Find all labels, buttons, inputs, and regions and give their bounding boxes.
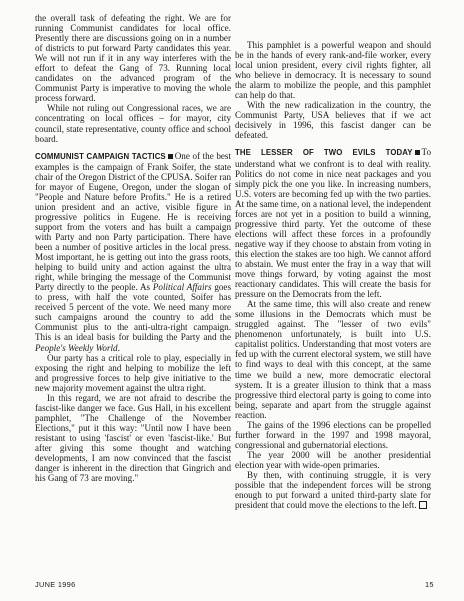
paragraph: THE LESSER OF TWO EVILS TODAY To understand what we confront is to deal with reality. Politics do not come in nice neat packages and you simply pick the one you like. In increasing numbers, U.S. voters are becoming fed up with the two parties. At the same time, on a national level, the independent forces are not yet in a position to build a winning, progressive third party. Yet the outcome of these elections will affect these forces in a profoundly negative way if they choose to abstain from voting in this election the stakes are too high. We cannot afford to abstain. We must enter the fray in a way that will move things forward, by voting against the most reactionary candidates. This will create the basis for pressure on the Democrats from the left.: [235, 147, 431, 300]
paragraph: In this regard, we are not afraid to describe the fascist-like danger we face. Gus Hall, in his excellent pamphlet, "The Challenge of the November Elections," put it this way: "Until now I have been resistant to using 'fascist' or even 'fascist-like.' But after giving this some thought and watching developments, I am now convinced that the fascist danger is inherent in the direction that Gingrich and his Gang of 73 are moving.": [35, 392, 231, 484]
left-column: [35, 13, 231, 483]
paragraph: The gains of the 1996 elections can be propelled further forward in the 1997 and 1998 mayoral, congressional and gubernatorial elections.: [235, 419, 431, 450]
paragraph: Our party has a critical role to play, especially in exposing the right and helping to mobilize the left and progressive forces to help give initiative to the new majority movement against the ultra right.: [35, 352, 231, 393]
bullet-square-icon: [415, 150, 420, 155]
page-number: 15: [425, 580, 434, 589]
section-heading: COMMUNIST CAMPAIGN TACTICS: [35, 151, 166, 161]
paragraph: the overall task of defeating the right. We are for running Communist candidates for local office. Presently there are discussions going on in a number of districts to put forward Party candidates this year. We will not run if it in any way interferes with the effort to defeat the Gang of 73. Running local candidates on the advanced program of the Communist Party is imperative to moving the whole process forward.: [35, 13, 231, 104]
paragraph: By then, with continuing struggle, it is very possible that the independent forces will be strong enough to put forward a united third-party slate for president that could move the elections to the left.: [235, 469, 431, 511]
paragraph: The year 2000 will be another presidential election year with wide-open primaries.: [235, 449, 431, 470]
paragraph: While not ruling out Congressional races, we are concentrating on local offices – for mayor, city council, state representative, county office and school board.: [35, 103, 231, 144]
paragraph: At the same time, this will also create and renew some illusions in the Democrats which must be struggled against. The "lesser of two evils" phenomenon unfortunately, is built into U.S. capitalist politics. Understanding that most voters are fed up with the current electoral system, we still have to find ways to deal with this concept, at the same time we build a new, more democratic electoral system. It is a greater illusion to think that a mass progressive third electoral party is going to come into being, separate and apart from the struggle against reaction.: [235, 299, 431, 420]
issue-date: JUNE 1996: [35, 580, 76, 589]
end-mark-icon: [419, 501, 427, 509]
right-column: [235, 40, 431, 510]
section-heading: THE LESSER OF TWO EVILS TODAY: [235, 148, 413, 158]
paragraph: COMMUNIST CAMPAIGN TACTICS One of the best examples is the campaign of Frank Soifer, the state chair of the Oregon District of the CPUSA. Soifer ran for mayor of Eugene, Oregon, under the slogan of "People and Nature before Profits." He is a retired union president and an active, visible figure in progressive politics in Eugene. He is receiving support from the voters and has built a campaign with Party and non Party participation. There have been a number of positive articles in the local press. Most important, he is getting out into the grass roots, helping to build unity and action against the ultra right, while bringing the message of the Communist Party directly to the people. As Political Affairs goes to press, with half the vote counted, Soifer has received 5 percent of the vote. We need many more such campaigns around the country to add the Communist plus to the anti-ultra-right campaign. This is an ideal basis for building the Party and the People's Weekly World.: [35, 150, 231, 353]
bullet-square-icon: [168, 154, 173, 159]
paragraph: This pamphlet is a powerful weapon and should be in the hands of every rank-and-file worker, every local union president, every civil rights fighter, all who believe in democracy. It is necessary to sound the alarm to mobilize the people, and this pamphlet can help do that.: [235, 40, 431, 101]
paragraph: With the new radicalization in the country, the Communist Party, USA believes that if we act decisively in 1996, this fascist danger can be defeated.: [235, 100, 431, 141]
